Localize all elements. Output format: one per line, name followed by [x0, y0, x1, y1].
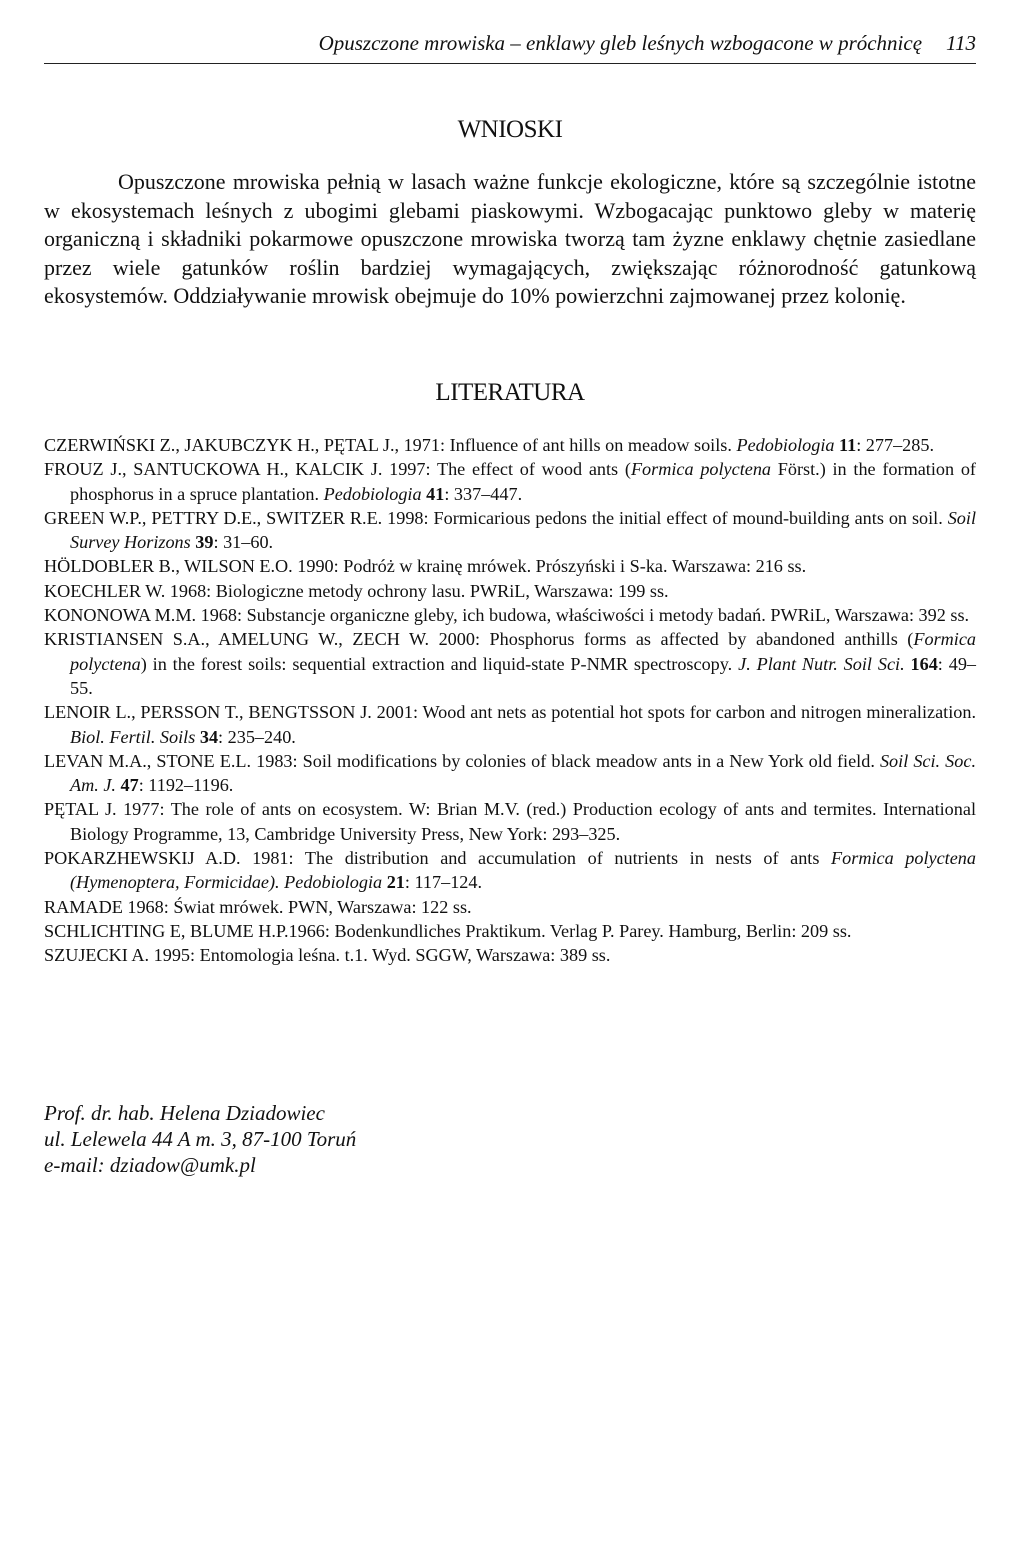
reference-item	[44, 506, 976, 555]
reference-text: RAMADE 1968: Świat mrówek. PWN, Warszawa: 122 ss.	[44, 896, 472, 917]
reference-item	[44, 919, 976, 943]
reference-text: GREEN W.P., PETTRY D.E., SWITZER R.E. 1998: Formicarious pedons the initial effect of mound-building ants on soil.	[44, 507, 948, 528]
literature-heading: LITERATURA	[435, 379, 585, 406]
reference-item	[44, 603, 976, 627]
author-name: Prof. dr. hab. Helena Dziadowiec	[44, 1101, 325, 1125]
reference-text: PĘTAL J. 1977: The role of ants on ecosystem. W: Brian M.V. (red.) Production ecology of ants and termites. International Biology Programme, 13, Cambridge University Press, New York: 293–325.	[44, 799, 976, 844]
reference-text: Formica polyctena	[630, 459, 772, 480]
reference-text: POKARZHEWSKIJ A.D. 1981: The distribution and accumulation of nutrients in nests of ants	[44, 848, 832, 869]
reference-text: : 31–60.	[213, 532, 274, 553]
reference-text: Biol. Fertil. Soils	[70, 726, 196, 747]
reference-text: Soil Survey Horizons	[70, 507, 976, 553]
reference-item	[44, 700, 976, 749]
reference-text: : 1192–1196.	[138, 775, 234, 796]
reference-text: : 277–285.	[856, 435, 935, 455]
running-head	[44, 30, 976, 56]
reference-item	[44, 457, 976, 506]
reference-text: : 337–447.	[444, 483, 523, 504]
reference-text: Soil Sci. Soc. Am. J.	[70, 750, 976, 796]
author-signature	[44, 1100, 644, 1178]
reference-list	[44, 433, 976, 968]
reference-text: Pedobiologia	[736, 435, 835, 455]
reference-text: ) in the forest soils: sequential extraction and liquid-state P-NMR spectroscopy.	[140, 653, 739, 674]
reference-text: Pedobiologia	[323, 483, 422, 504]
reference-item	[44, 846, 976, 895]
reference-text: SZUJECKI A. 1995: Entomologia leśna. t.1. Wyd. SGGW, Warszawa: 389 ss.	[44, 945, 611, 966]
reference-text: 41	[426, 483, 445, 504]
reference-text: LEVAN M.A., STONE E.L. 1983: Soil modifications by colonies of black meadow ants in a New York old field.	[44, 750, 880, 771]
reference-item	[44, 895, 976, 919]
reference-text: HÖLDOBLER B., WILSON E.O. 1990: Podróż w krainę mrówek. Prószyński i S-ka. Warszawa: 216 ss.	[44, 556, 807, 577]
reference-item	[44, 433, 976, 457]
reference-text: 164	[910, 653, 938, 674]
reference-item	[44, 579, 976, 603]
running-title: Opuszczone mrowiska – enklawy gleb leśnych wzbogacone w próchnicę	[318, 31, 923, 55]
reference-text: Formica polyctena (Hymenoptera, Formicidae). Pedobiologia	[70, 848, 976, 893]
reference-text: Först.) in the formation of phosphorus in a spruce plantation.	[70, 459, 976, 504]
reference-text: KRISTIANSEN S.A., AMELUNG W., ZECH W. 2000: Phosphorus forms as affected by abandoned anthills (	[44, 629, 914, 650]
reference-text: KOECHLER W. 1968: Biologiczne metody ochrony lasu. PWRiL, Warszawa: 199 ss.	[44, 580, 669, 601]
reference-text: : 49–55.	[70, 653, 977, 698]
reference-item	[44, 943, 976, 967]
conclusions-heading: WNIOSKI	[457, 116, 563, 143]
reference-text: SCHLICHTING E, BLUME H.P.1966: Bodenkundliches Praktikum. Verlag P. Parey. Hamburg, Berlin: 209 ss.	[44, 920, 852, 941]
reference-item	[44, 797, 976, 846]
header-rule	[44, 63, 976, 64]
reference-text: : 235–240.	[218, 726, 296, 747]
reference-item	[44, 749, 976, 798]
reference-text: 21	[386, 872, 405, 893]
author-email: e-mail: dziadow@umk.pl	[44, 1153, 256, 1177]
reference-text: 47	[120, 775, 139, 796]
reference-text: : 117–124.	[404, 872, 483, 893]
reference-text: LENOIR L., PERSSON T., BENGTSSON J. 2001: Wood ant nets as potential hot spots for carbon and nitrogen mineralization.	[44, 702, 976, 723]
reference-item	[44, 627, 976, 700]
reference-text: Formica polyctena	[70, 629, 976, 674]
reference-text: CZERWIŃSKI Z., JAKUBCZYK H., PĘTAL J., 1971: Influence of ant hills on meadow soils.	[44, 435, 737, 455]
reference-text: 39	[195, 532, 214, 553]
reference-item	[44, 554, 976, 578]
page-number: 113	[946, 31, 976, 55]
reference-text: FROUZ J., SANTUCKOWA H., KALCIK J. 1997: The effect of wood ants (	[44, 459, 631, 480]
conclusions-paragraph: Opuszczone mrowiska pełnią w lasach ważne funkcje ekologiczne, które są szczególnie istotne w ekosystemach leśnych z ubogimi glebami piaskowymi. Wzbogacając punktowo gleby w materię organiczną i składniki pokarmowe opuszczone mrowiska tworzą tam żyzne enklawy chętnie zasiedlane przez wiele gatunków roślin bardziej wymagających, zwiększając różnorodność gatunkową ekosystemów. Oddziaływanie mrowisk obejmuje do 10% powierzchni zajmowanej przez kolonię.	[44, 169, 976, 308]
author-address: ul. Lelewela 44 A m. 3, 87-100 Toruń	[44, 1127, 357, 1151]
reference-text: 34	[199, 726, 219, 747]
reference-text: J. Plant Nutr. Soil Sci.	[738, 653, 905, 674]
reference-text: 11	[839, 435, 857, 455]
reference-text: KONONOWA M.M. 1968: Substancje organiczne gleby, ich budowa, właściwości i metody badań. PWRiL, Warszawa: 392 ss.	[44, 605, 970, 626]
